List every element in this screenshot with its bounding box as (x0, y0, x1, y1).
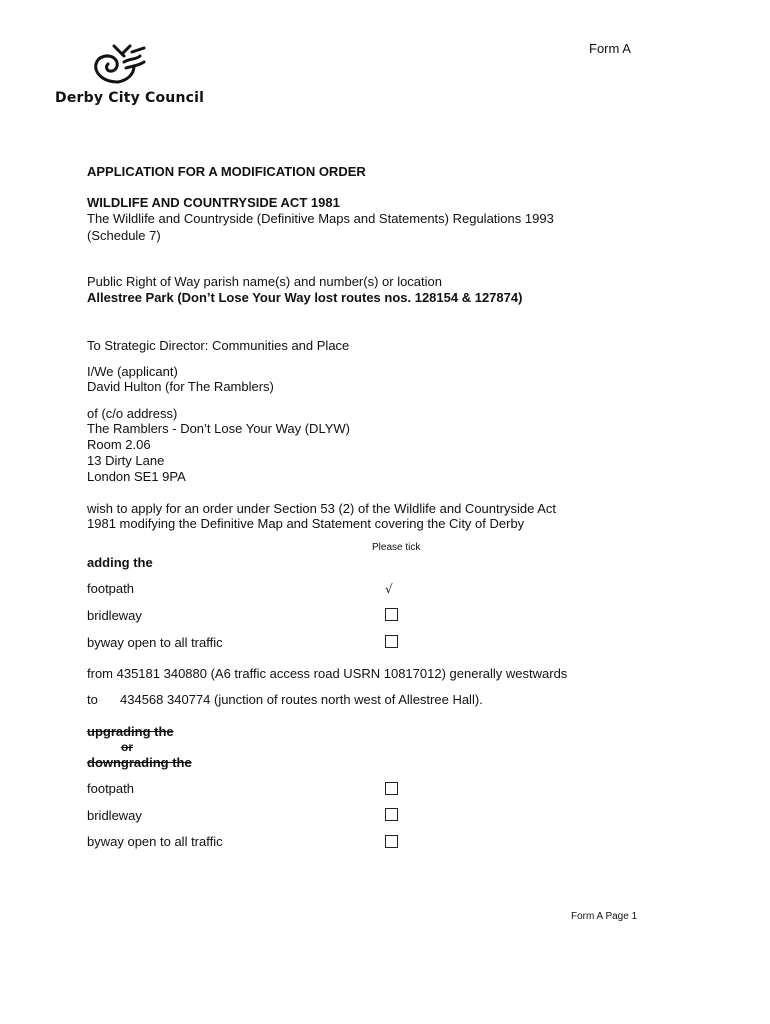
adding-bridleway-checkbox[interactable] (385, 608, 398, 621)
modify-byway-label: byway open to all traffic (87, 834, 223, 849)
page-title: APPLICATION FOR A MODIFICATION ORDER (87, 164, 366, 179)
adding-footpath-label: footpath (87, 581, 134, 596)
modify-footpath-checkbox[interactable] (385, 782, 398, 795)
address-line-2: Room 2.06 (87, 437, 151, 452)
modify-bridleway-checkbox[interactable] (385, 808, 398, 821)
adding-byway-label: byway open to all traffic (87, 635, 223, 650)
adding-bridleway-label: bridleway (87, 608, 142, 623)
location-value: Allestree Park (Don’t Lose Your Way lost routes nos. 128154 & 127874) (87, 290, 523, 305)
apply-text-line-2: 1981 modifying the Definitive Map and Statement covering the City of Derby (87, 516, 525, 531)
upgrading-heading: upgrading the (87, 724, 174, 739)
adding-byway-checkbox[interactable] (385, 635, 398, 648)
to-text: 434568 340774 (junction of routes north west of Allestree Hall). (120, 692, 483, 707)
applicant-value: David Hulton (for The Ramblers) (87, 379, 274, 394)
to-line: To Strategic Director: Communities and Place (87, 338, 350, 353)
applicant-label: I/We (applicant) (87, 364, 178, 379)
modify-footpath-label: footpath (87, 781, 134, 796)
address-line-4: London SE1 9PA (87, 469, 186, 484)
regulation-line-2: (Schedule 7) (87, 228, 161, 243)
act-heading: WILDLIFE AND COUNTRYSIDE ACT 1981 (87, 195, 340, 210)
regulation-line-1: The Wildlife and Countryside (Definitive Maps and Statements) Regulations 1993 (87, 211, 554, 226)
please-tick-label: Please tick (372, 542, 421, 553)
location-label: Public Right of Way parish name(s) and number(s) or location (87, 274, 442, 289)
adding-footpath-tick[interactable]: √ (385, 582, 393, 596)
derby-city-council-logo (88, 42, 150, 88)
to-label: to (87, 692, 98, 707)
address-line-3: 13 Dirty Lane (87, 453, 165, 468)
modify-bridleway-label: bridleway (87, 808, 142, 823)
from-text: from 435181 340880 (A6 traffic access road USRN 10817012) generally westwards (87, 666, 568, 681)
address-line-1: The Ramblers - Don’t Lose Your Way (DLYW) (87, 421, 350, 436)
address-label: of (c/o address) (87, 406, 178, 421)
logo-text: Derby City Council (55, 90, 205, 106)
modify-byway-checkbox[interactable] (385, 835, 398, 848)
or-text: or (121, 740, 133, 754)
form-label: Form A (589, 41, 631, 56)
downgrading-heading: downgrading the (87, 755, 192, 770)
page-footer-label: Form A Page 1 (571, 911, 638, 922)
adding-heading: adding the (87, 555, 153, 570)
apply-text-line-1: wish to apply for an order under Section 53 (2) of the Wildlife and Countryside Act (87, 501, 556, 516)
